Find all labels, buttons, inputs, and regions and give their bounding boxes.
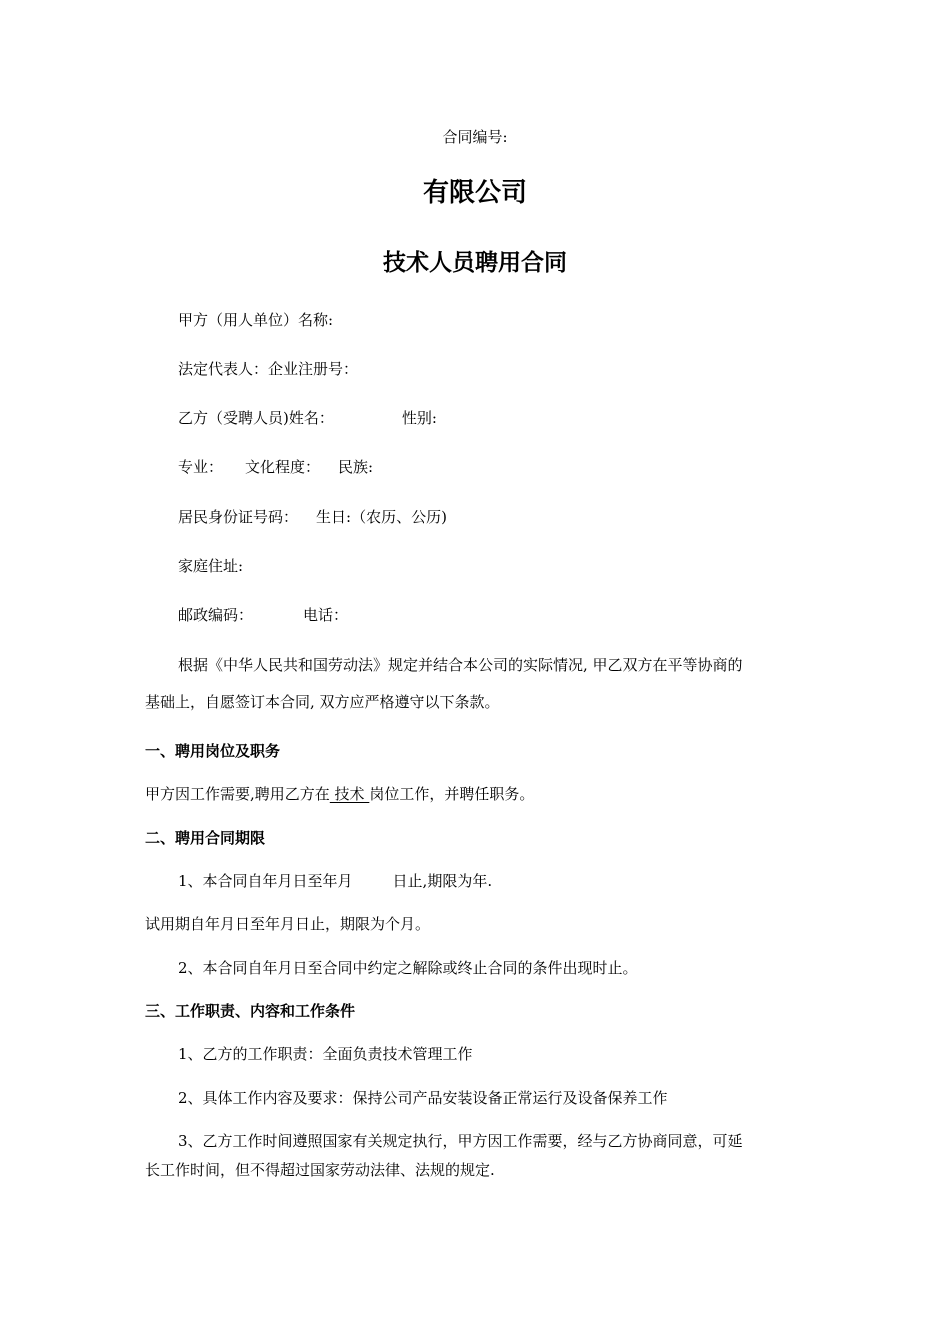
section-3-heading: 三、工作职责、内容和工作条件 [145,1002,356,1020]
party-b-name-label: 乙方（受聘人员)姓名： [178,409,334,427]
section-2-heading: 二、聘用合同期限 [145,829,266,847]
preamble-line-2: 基础上，自愿签订本合同, 双方应严格遵守以下条款。 [145,693,500,711]
id-line [178,507,447,527]
company-name: 有限公司 [422,178,527,208]
section-2-item-1 [178,871,492,891]
legal-rep-line: 法定代表人：企业注册号： [178,360,359,378]
term-start-end: 1、本合同自年月日至年月 [178,872,353,890]
position-value: 技术 [329,785,370,803]
preamble-line-1: 根据《中华人民共和国劳动法》规定并结合本公司的实际情况, 甲乙双方在平等协商的 [178,656,743,674]
id-number-label: 居民身份证号码： [178,508,299,526]
postcode-label: 邮政编码： [178,606,254,624]
section-1-text-before: 甲方因工作需要,聘用乙方在 [145,785,330,803]
contact-line [178,605,348,625]
probation-line: 试用期自年月日至年月日止，期限为个月。 [145,915,431,933]
major-line [178,457,373,477]
education-label: 文化程度： [245,458,321,476]
gender-label: 性别: [401,409,437,427]
contract-title: 技术人员聘用合同 [383,250,567,276]
party-b-line [178,408,437,428]
term-duration: 日止,期限为年. [392,872,493,890]
party-a-line: 甲方（用人单位）名称: [178,311,334,329]
section-1-heading: 一、聘用岗位及职务 [145,742,281,760]
address-line: 家庭住址: [178,557,244,575]
section-1-text [145,784,534,804]
major-label: 专业： [178,458,224,476]
phone-label: 电话： [303,606,349,624]
section-3-item-3-line-1: 3、乙方工作时间遵照国家有关规定执行，甲方因工作需要，经与乙方协商同意，可延 [178,1132,743,1150]
section-1-text-after: 岗位工作，并聘任职务。 [369,785,535,803]
section-2-item-2: 2、本合同自年月日至合同中约定之解除或终止合同的条件出现时止。 [178,959,638,977]
section-3-item-2: 2、具体工作内容及要求：保持公司产品安装设备正常运行及设备保养工作 [178,1089,668,1107]
section-3-item-3-line-2: 长工作时间，但不得超过国家劳动法律、法规的规定. [145,1161,495,1179]
section-3-item-1: 1、乙方的工作职责：全面负责技术管理工作 [178,1045,473,1063]
ethnicity-label: 民族: [338,458,374,476]
contract-number-label: 合同编号: [442,128,508,146]
birthday-label: 生日:（农历、公历) [316,508,447,526]
